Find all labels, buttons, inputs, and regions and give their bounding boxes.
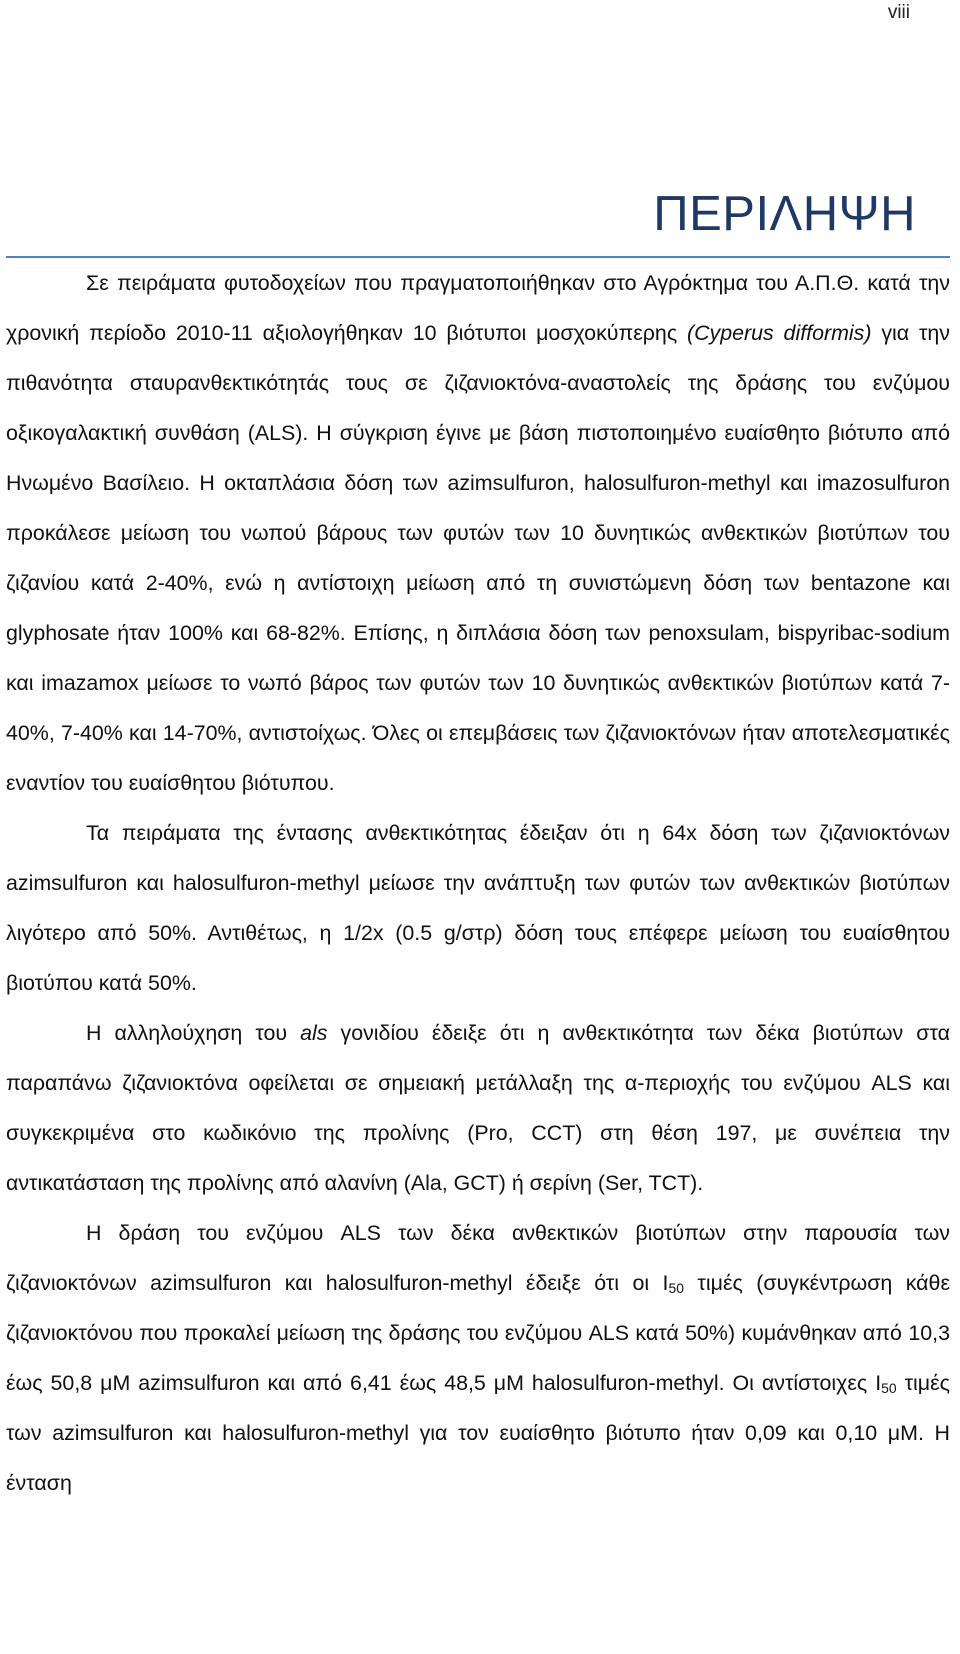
paragraph-4-text-c: τιμές των azimsulfuron και halosulfuron-methyl για τον ευαίσθητο βιότυπο ήταν 0,09 και 0,10 μM. Η ένταση <box>6 1371 950 1495</box>
paragraph-4 <box>6 1208 950 1508</box>
species-name: (Cyperus difformis) <box>686 321 872 345</box>
paragraph-2: Τα πειράματα της έντασης ανθεκτικότητας έδειξαν ότι η 64x δόση των ζιζανιοκτόνων azimsulfuron και halosulfuron-methyl μείωσε την ανάπτυξη των φυτών των ανθεκτικών βιοτύπων λιγότερο από 50%. Αντιθέτως, η 1/2x (0.5 g/στρ) δόση τους επέφερε μείωση του ευαίσθητου βιοτύπου κατά 50%. <box>6 821 950 995</box>
page-number: viii <box>887 2 910 23</box>
subscript-50: 50 <box>881 1379 897 1396</box>
paragraph-1 <box>6 258 950 808</box>
subscript-50: 50 <box>668 1279 684 1296</box>
paragraph-1-text-a: Σε πειράματα φυτοδοχείων που πραγματοποιήθηκαν στο Αγρόκτημα του Α.Π.Θ. κατά την χρονική περίοδο 2010-11 αξιολογήθηκαν 10 βιότυποι μοσχοκύπερης <box>6 271 950 345</box>
paragraph-3-text-a: Η αλληλούχηση του <box>86 1021 301 1045</box>
abstract-body <box>6 258 950 1508</box>
paragraph-3 <box>6 1008 950 1208</box>
gene-name: als <box>300 1021 328 1045</box>
page-title: ΠΕΡΙΛΗΨΗ <box>653 187 916 241</box>
paragraph-4-text-a: Η δράση του ενζύμου ALS των δέκα ανθεκτικών βιοτύπων στην παρουσία των ζιζανιοκτόνων azimsulfuron και halosulfuron-methyl έδειξε ότι οι I <box>6 1221 950 1295</box>
paragraph-1-text-c: για την πιθανότητα σταυρανθεκτικότητάς τους σε ζιζανιοκτόνα-αναστολείς της δράσης του ενζύμου οξικογαλακτική συνθάση (ALS). Η σύγκριση έγινε με βάση πιστοποιημένο ευαίσθητο βιότυπο από Ηνωμένο Βασίλειο. Η οκταπλάσια δόση των azimsulfuron, halosulfuron-methyl και imazosulfuron προκάλεσε μείωση του νωπού βάρους των φυτών των 10 δυνητικώς ανθεκτικών βιοτύπων του ζιζανίου κατά 2-40%, ενώ η αντίστοιχη μείωση από τη συνιστώμενη δόση των bentazone και glyphosate ήταν 100% και 68-82%. Επίσης, η διπλάσια δόση των penoxsulam, bispyribac-sodium και imazamox μείωσε το νωπό βάρος των φυτών των 10 δυνητικώς ανθεκτικών βιοτύπων κατά 7-40%, 7-40% και 14-70%, αντιστοίχως. Όλες οι επεμβάσεις των ζιζανιοκτόνων ήταν αποτελεσματικές εναντίον του ευαίσθητου βιότυπου. <box>6 321 950 795</box>
paragraph-4-text-b: τιμές (συγκέντρωση κάθε ζιζανιοκτόνου που προκαλεί μείωση της δράσης του ενζύμου ALS κατά 50%) κυμάνθηκαν από 10,3 έως 50,8 μM azimsulfuron και από 6,41 έως 48,5 μM halosulfuron-methyl. Οι αντίστοιχες I <box>6 1271 950 1395</box>
paragraph-3-text-c: γονιδίου έδειξε ότι η ανθεκτικότητα των δέκα βιοτύπων στα παραπάνω ζιζανιοκτόνα οφείλεται σε σημειακή μετάλλαξη της α-περιοχής του ενζύμου ALS και συγκεκριμένα στο κωδικόνιο της προλίνης (Pro, CCT) στη θέση 197, με συνέπεια την αντικατάσταση της προλίνης από αλανίνη (Ala, GCT) ή σερίνη (Ser, TCT). <box>6 1021 950 1195</box>
